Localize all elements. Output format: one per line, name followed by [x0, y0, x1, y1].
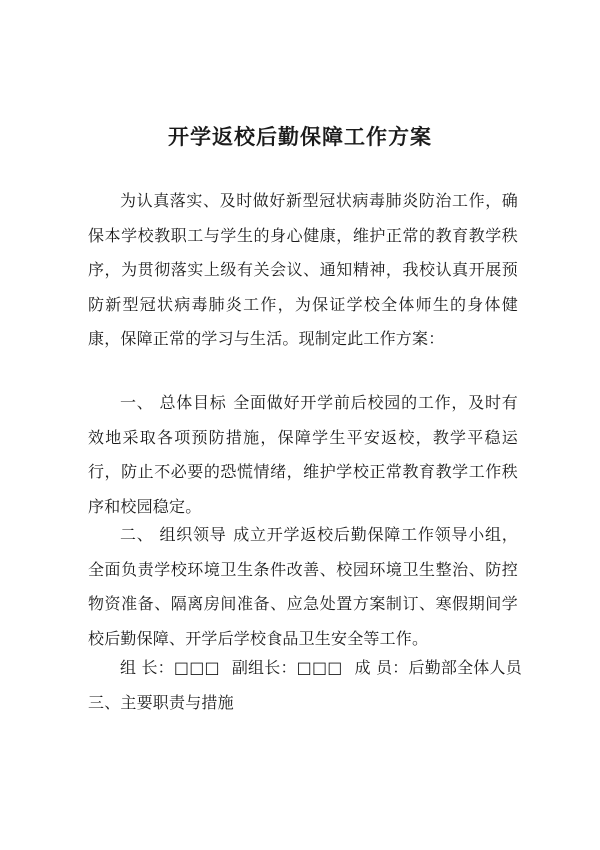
section-2-heading: 二、 组织领导	[120, 525, 227, 544]
section-3-heading: 三、主要职责与措施	[88, 693, 234, 712]
section-1-body: 全面做好开学前后校园的工作，及时有效地采取各项预防措施，保障学生平安返校，教学平稳运行，防止不必要的恐慌情绪，维护学校正常教育教学工作秩序和校园稳定。	[88, 393, 518, 516]
leader-label: 组 长：	[120, 658, 174, 677]
section-2-body: 成立开学返校后勤保障工作领导小组，全面负责学校环境卫生条件改善、校园环境卫生整治、防控物资准备、隔离房间准备、应急处置方案制订、寒假期间学校后勤保障、开学后学校食品卫生安全等工作。	[88, 525, 518, 648]
intro-paragraph: 为认真落实、及时做好新型冠状病毒肺炎防治工作，确保本学校教职工与学生的身心健康，维护正常的教育教学秩序，为贯彻落实上级有关会议、通知精神，我校认真开展预防新型冠状病毒肺炎工作，为保证学校全体师生的身体健康，保障正常的学习与生活。现制定此工作方案：	[88, 191, 518, 348]
leader-value: □□□	[173, 658, 220, 677]
members-value: 后勤部全体人员	[408, 658, 522, 677]
team-members-line	[88, 651, 522, 686]
section-2-paragraph	[88, 518, 518, 656]
section-1-paragraph	[88, 386, 518, 524]
section-1-heading: 一、 总体目标	[120, 393, 227, 412]
members-label: 成 员：	[354, 658, 409, 677]
deputy-label: 副组长：	[231, 658, 297, 677]
document-title: 开学返校后勤保障工作方案	[168, 124, 432, 149]
deputy-value: □□□	[296, 658, 343, 677]
